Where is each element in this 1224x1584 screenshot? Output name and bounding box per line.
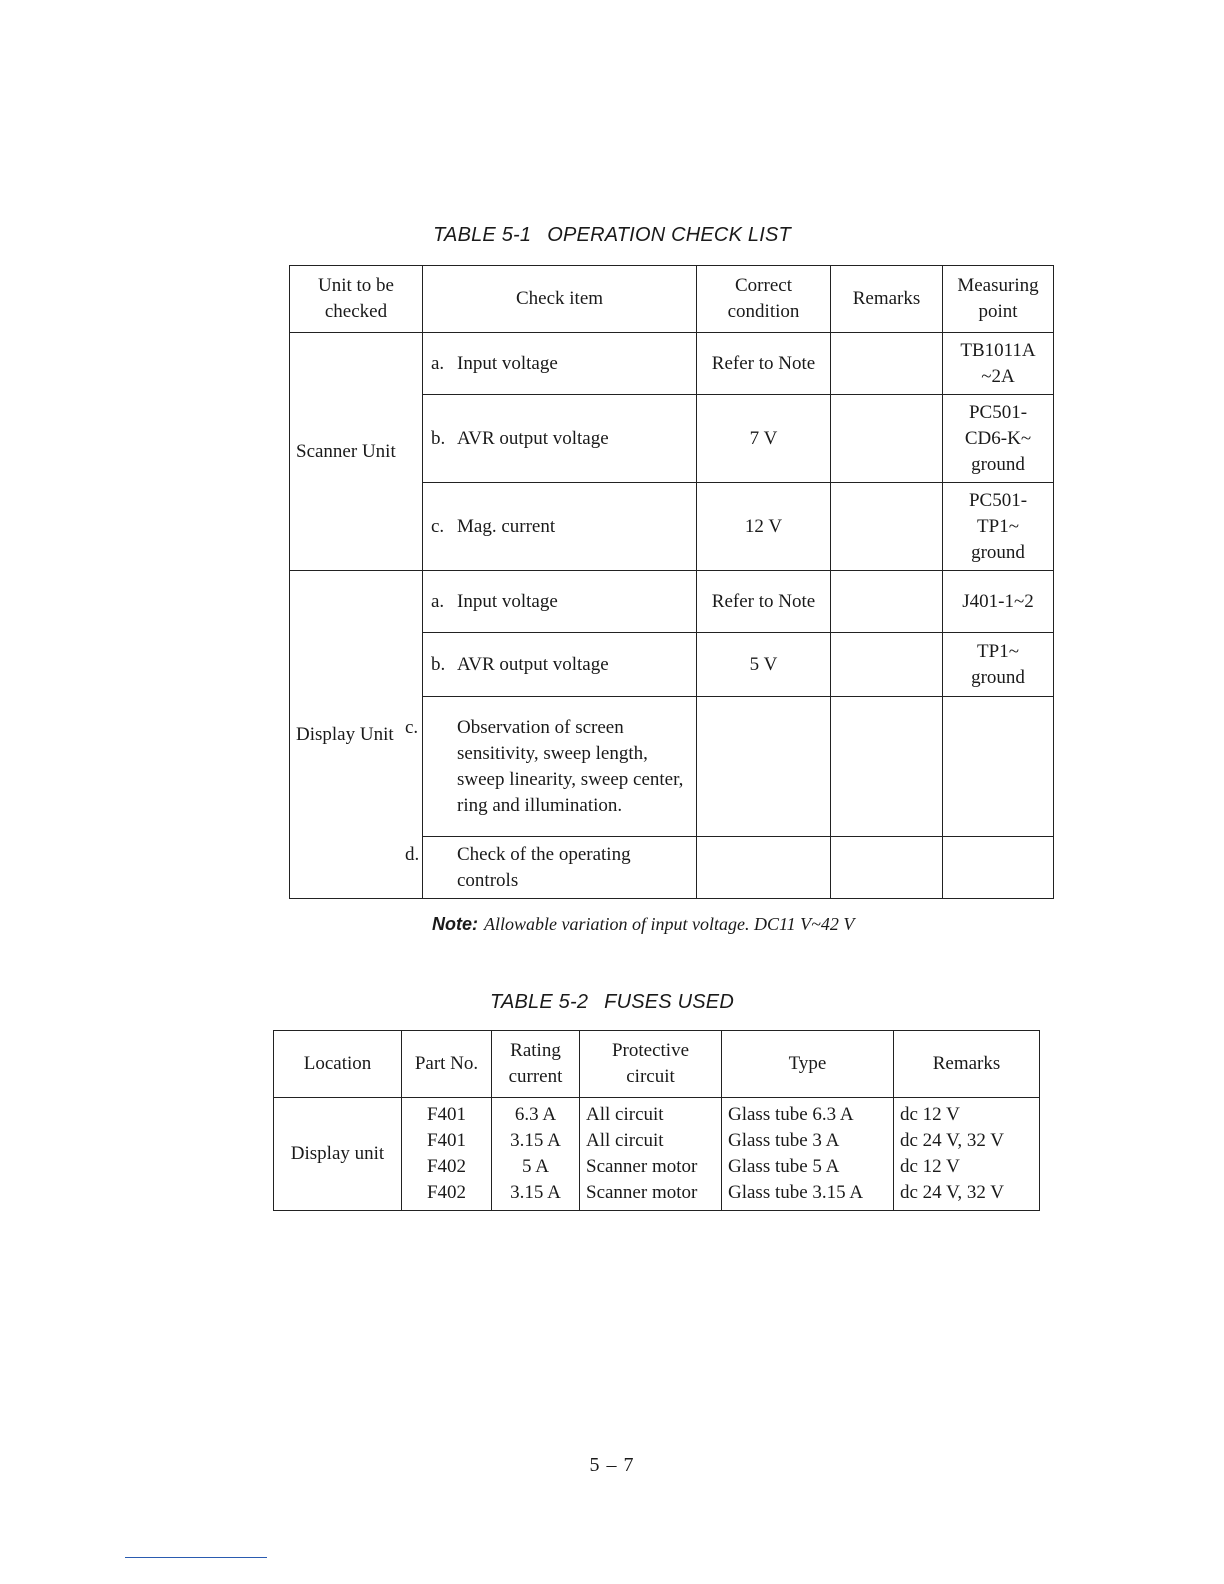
item-label: c. xyxy=(431,515,445,537)
footer-divider xyxy=(125,1557,267,1558)
type-value: Glass tube 3.15 A xyxy=(728,1182,864,1203)
header-correct-condition: Correct condition xyxy=(697,266,831,333)
table-header-row xyxy=(290,266,1054,333)
item-label: b. xyxy=(431,653,446,675)
check-item-cell xyxy=(423,571,697,633)
rating-value: 5 A xyxy=(522,1156,549,1177)
table-row xyxy=(290,333,1054,395)
part-no-cell xyxy=(402,1098,492,1211)
header-measuring-point: Measuring point xyxy=(943,266,1054,333)
unit-cell: Scanner Unit xyxy=(290,333,423,571)
circuit-value: Scanner motor xyxy=(586,1182,698,1203)
check-item-cell xyxy=(405,697,697,837)
remarks-cell xyxy=(831,483,943,571)
table-5-2-id: TABLE 5-2 xyxy=(490,991,589,1013)
check-item-cell xyxy=(423,483,697,571)
measuring-point-cell: J401-1~2 xyxy=(943,571,1054,633)
item-text: Mag. current xyxy=(457,515,556,537)
item-label: c. xyxy=(405,716,419,738)
item-label: b. xyxy=(431,427,446,449)
measuring-point-cell: PC501- CD6-K~ ground xyxy=(943,395,1054,483)
rating-value: 3.15 A xyxy=(510,1182,561,1203)
item-text: Check of the operating controls xyxy=(457,843,631,891)
type-value: Glass tube 6.3 A xyxy=(728,1104,854,1125)
circuit-value: All circuit xyxy=(586,1104,664,1125)
table-header-row xyxy=(274,1031,1040,1098)
rating-current-cell xyxy=(492,1098,580,1211)
table-5-2-title: FUSES USED xyxy=(604,991,734,1013)
header-location: Location xyxy=(274,1031,402,1098)
circuit-value: Scanner motor xyxy=(586,1156,698,1177)
item-text: AVR output voltage xyxy=(457,427,609,449)
rating-value: 3.15 A xyxy=(510,1130,561,1151)
condition-cell: 5 V xyxy=(697,633,831,697)
protective-circuit-cell xyxy=(580,1098,722,1211)
check-item-cell xyxy=(423,633,697,697)
measuring-point-cell xyxy=(943,837,1054,899)
item-label: d. xyxy=(405,843,420,865)
remarks-cell xyxy=(894,1098,1040,1211)
item-text: Input voltage xyxy=(457,590,558,612)
part-no-value: F401 xyxy=(426,1130,467,1151)
remarks-value: dc 12 V xyxy=(900,1156,960,1177)
header-protective-circuit: Protective circuit xyxy=(580,1031,722,1098)
item-text: AVR output voltage xyxy=(457,653,609,675)
condition-cell: Refer to Note xyxy=(697,333,831,395)
header-part-no: Part No. xyxy=(402,1031,492,1098)
unit-cell: Display Unit xyxy=(290,571,423,899)
condition-cell xyxy=(697,697,831,837)
fuses-used-table xyxy=(273,1030,1040,1211)
table-5-2-caption xyxy=(0,991,1224,1014)
measuring-point-cell xyxy=(943,697,1054,837)
part-no-value: F401 xyxy=(426,1104,467,1125)
condition-cell: Refer to Note xyxy=(697,571,831,633)
remarks-cell xyxy=(831,697,943,837)
measuring-point-cell: TB1011A ~2A xyxy=(943,333,1054,395)
remarks-cell xyxy=(831,837,943,899)
remarks-value: dc 24 V, 32 V xyxy=(900,1130,1004,1151)
remarks-cell xyxy=(831,333,943,395)
check-item-cell xyxy=(423,333,697,395)
remarks-cell xyxy=(831,395,943,483)
check-item-cell xyxy=(423,395,697,483)
item-text: Input voltage xyxy=(457,352,558,374)
part-no-value: F402 xyxy=(426,1182,467,1203)
rating-value: 6.3 A xyxy=(514,1104,557,1125)
check-item-cell xyxy=(405,837,697,899)
page-number: 5 – 7 xyxy=(589,1454,635,1476)
condition-cell: 7 V xyxy=(697,395,831,483)
note-label: Note: xyxy=(432,914,478,934)
remarks-cell xyxy=(831,633,943,697)
type-cell xyxy=(722,1098,894,1211)
remarks-cell xyxy=(831,571,943,633)
header-rating-current: Rating current xyxy=(492,1031,580,1098)
table-5-1-id: TABLE 5-1 xyxy=(433,224,532,246)
header-check-item: Check item xyxy=(423,266,697,333)
item-label: a. xyxy=(431,590,445,612)
type-value: Glass tube 3 A xyxy=(728,1130,840,1151)
measuring-point-cell: TP1~ ground xyxy=(943,633,1054,697)
type-value: Glass tube 5 A xyxy=(728,1156,840,1177)
header-unit: Unit to be checked xyxy=(290,266,423,333)
part-no-value: F402 xyxy=(426,1156,467,1177)
table-row xyxy=(290,571,1054,633)
remarks-value: dc 24 V, 32 V xyxy=(900,1182,1004,1203)
header-remarks: Remarks xyxy=(831,266,943,333)
table-5-1-caption xyxy=(0,224,1224,247)
condition-cell: 12 V xyxy=(697,483,831,571)
remarks-value: dc 12 V xyxy=(900,1104,960,1125)
operation-check-list-table xyxy=(289,265,1054,899)
measuring-point-cell: PC501- TP1~ ground xyxy=(943,483,1054,571)
condition-cell xyxy=(697,837,831,899)
table-5-1-note xyxy=(432,914,854,935)
item-label: a. xyxy=(431,352,445,374)
note-text: Allowable variation of input voltage. DC11 V~42 V xyxy=(484,914,855,934)
header-remarks: Remarks xyxy=(894,1031,1040,1098)
item-text: Observation of screen sensitivity, sweep length, sweep linearity, sweep center, ring and illumination. xyxy=(457,716,684,816)
header-type: Type xyxy=(722,1031,894,1098)
circuit-value: All circuit xyxy=(586,1130,664,1151)
table-row xyxy=(274,1098,1040,1211)
location-cell: Display unit xyxy=(274,1098,402,1211)
table-5-1-title: OPERATION CHECK LIST xyxy=(547,224,791,246)
